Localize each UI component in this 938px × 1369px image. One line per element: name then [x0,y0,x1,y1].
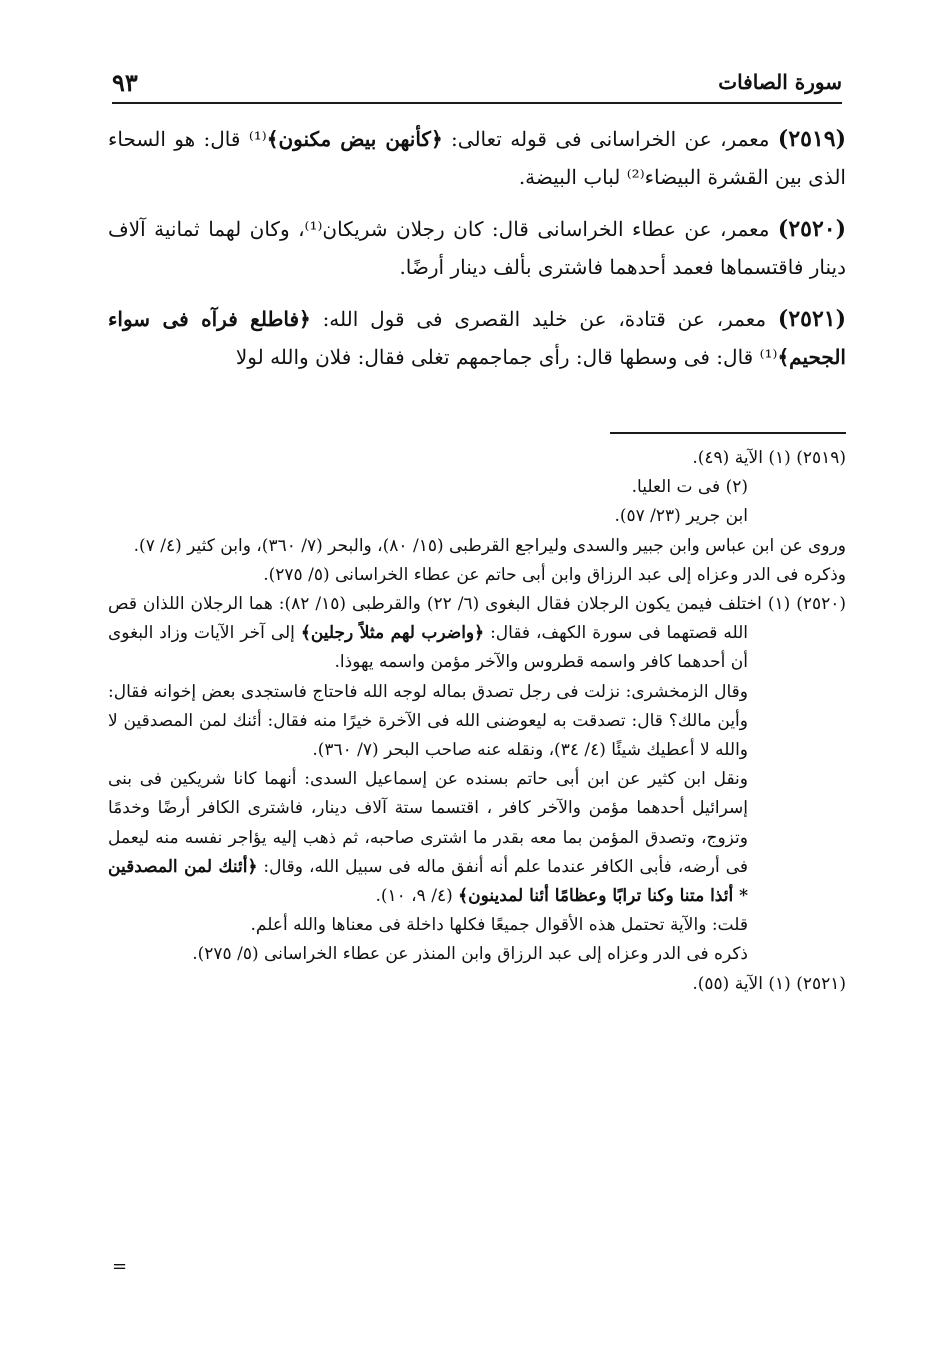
footnote-text-continued: (٤/ ٩، ١٠). [375,886,459,907]
footnote-paragraph: وقال الزمخشرى: نزلت فى رجل تصدق بماله لوجه الله فاحتاج فاستجدى بعض إخوانه فقال: وأين مالك؟ قال: تصدقت به ليعوضنى الله فى الآخرة خيرًا منه فقال: أئنك لمن المصدقين لا والله لا أعطيك شيئًا (٤/ ٣٤)، ونقله عنه صاحب البحر (٧/ ٣٦٠). [108,681,748,761]
footnote-paragraph: وروى عن ابن عباس وابن جبير والسدى وليراجع القرطبى (١٥/ ٨٠)، والبحر (٧/ ٣٦٠)، وابن كثير (٤/ ٧). [133,535,846,556]
footnote-comment: قلت: والآية تحتمل هذه الأقوال جميعًا فكلها داخلة فى معناها والله أعلم. [250,915,748,936]
entry-2520 [108,210,846,286]
quran-quote: ﴿كأنهن بيض مكنون﴾ [266,127,443,151]
footnote-mark: ⁽¹⁾ [759,345,778,369]
footnote-divider [610,432,846,434]
footnote-source: ذكره فى الدر وعزاه إلى عبد الرزاق وابن المنذر عن عطاء الخراسانى (٥/ ٢٧٥). [192,944,748,965]
footnote-2521-1: (٢٥٢١) (١) الآية (٥٥). [692,973,846,994]
footnote-paragraph: وذكره فى الدر وعزاه إلى عبد الرزاق وابن أبى حاتم عن عطاء الخراسانى (٥/ ٢٧٥). [263,564,846,585]
entry-text-continued: قال: هو السحاء الذى بين القشرة البيضاء⁽²⁾ لباب البيضة. [108,127,846,189]
footnote-paragraph [108,765,846,911]
footnote-text: ونقل ابن كثير عن ابن أبى حاتم بسنده عن إسماعيل السدى: أنهما كانا شريكين فى بنى إسرائيل أحدهما مؤمن والآخر كافر ، اقتسما ستة آلاف دينار، فاشترى الكافر أرضًا وخدمًا وتزوج، وتصدق المؤمن بما معه بقدر ما اشترى صاحبه، ثم ذهب إليه يؤاجر نفسه منه ليعمل فى أرضه، فأبى الكافر عندما علم أنه أنفق ماله فى سبيل الله، وقال: [108,769,748,877]
quran-quote: ﴿فاطلع فرآه فى سواء الجحيم﴾ [108,307,846,369]
entry-number: (٢٥١٩) [777,126,846,152]
page-header [112,68,842,104]
page-number: ٩٣ [112,68,138,97]
quran-quote: ﴿واضرب لهم مثلاً رجلين﴾ [300,623,485,644]
footnotes [108,444,846,999]
entry-2519 [108,120,846,196]
footnote-2520-1 [108,590,846,678]
quran-quote: ﴿أئنك لمن المصدقين * أئذا متنا وكنا ترابًا وعظامًا أئنا لمدينون﴾ [108,856,748,907]
entry-2521 [108,300,846,376]
entry-text: معمر، عن قتادة، عن خليد القصرى فى قول الله: [310,307,778,331]
entry-text: معمر، عن الخراسانى فى قوله تعالى: [442,127,778,151]
footnote-text: (٢٥٢٠) (١) اختلف فيمن يكون الرجلان فقال البغوى (٦/ ٢٢) والقرطبى (١٥/ ٨٢): هما الرجلان اللذان قص الله قصتهما فى سورة الكهف، فقال: [108,594,847,644]
footnote-2519-2: (٢) فى ت العليا. [631,477,748,498]
entry-text-continued: قال: فى وسطها قال: رأى جماجمهم تغلى فقال: فلان والله لولا [235,345,760,369]
running-title: سورة الصافات [718,70,842,94]
main-text [108,120,846,390]
footnote-source: ابن جرير (٢٣/ ٥٧). [614,506,748,527]
footnote-text-continued: إلى آخر الآيات وزاد البغوى أن أحدهما كافر واسمه قطروس والآخر مؤمن واسمه يهوذا. [108,623,748,673]
entry-text: معمر، عن عطاء الخراسانى قال: كان رجلان شريكان⁽¹⁾، وكان لهما ثمانية آلاف دينار فاقتسماها فعمد أحدهما فاشترى بألف دينار أرضًا. [108,217,846,279]
entry-number: (٢٥٢١) [777,306,847,332]
continuation-mark: = [112,1256,128,1277]
footnote-2519-1: (٢٥١٩) (١) الآية (٤٩). [692,448,846,468]
entry-number: (٢٥٢٠) [777,216,846,242]
footnote-mark: ⁽¹⁾ [248,127,267,151]
